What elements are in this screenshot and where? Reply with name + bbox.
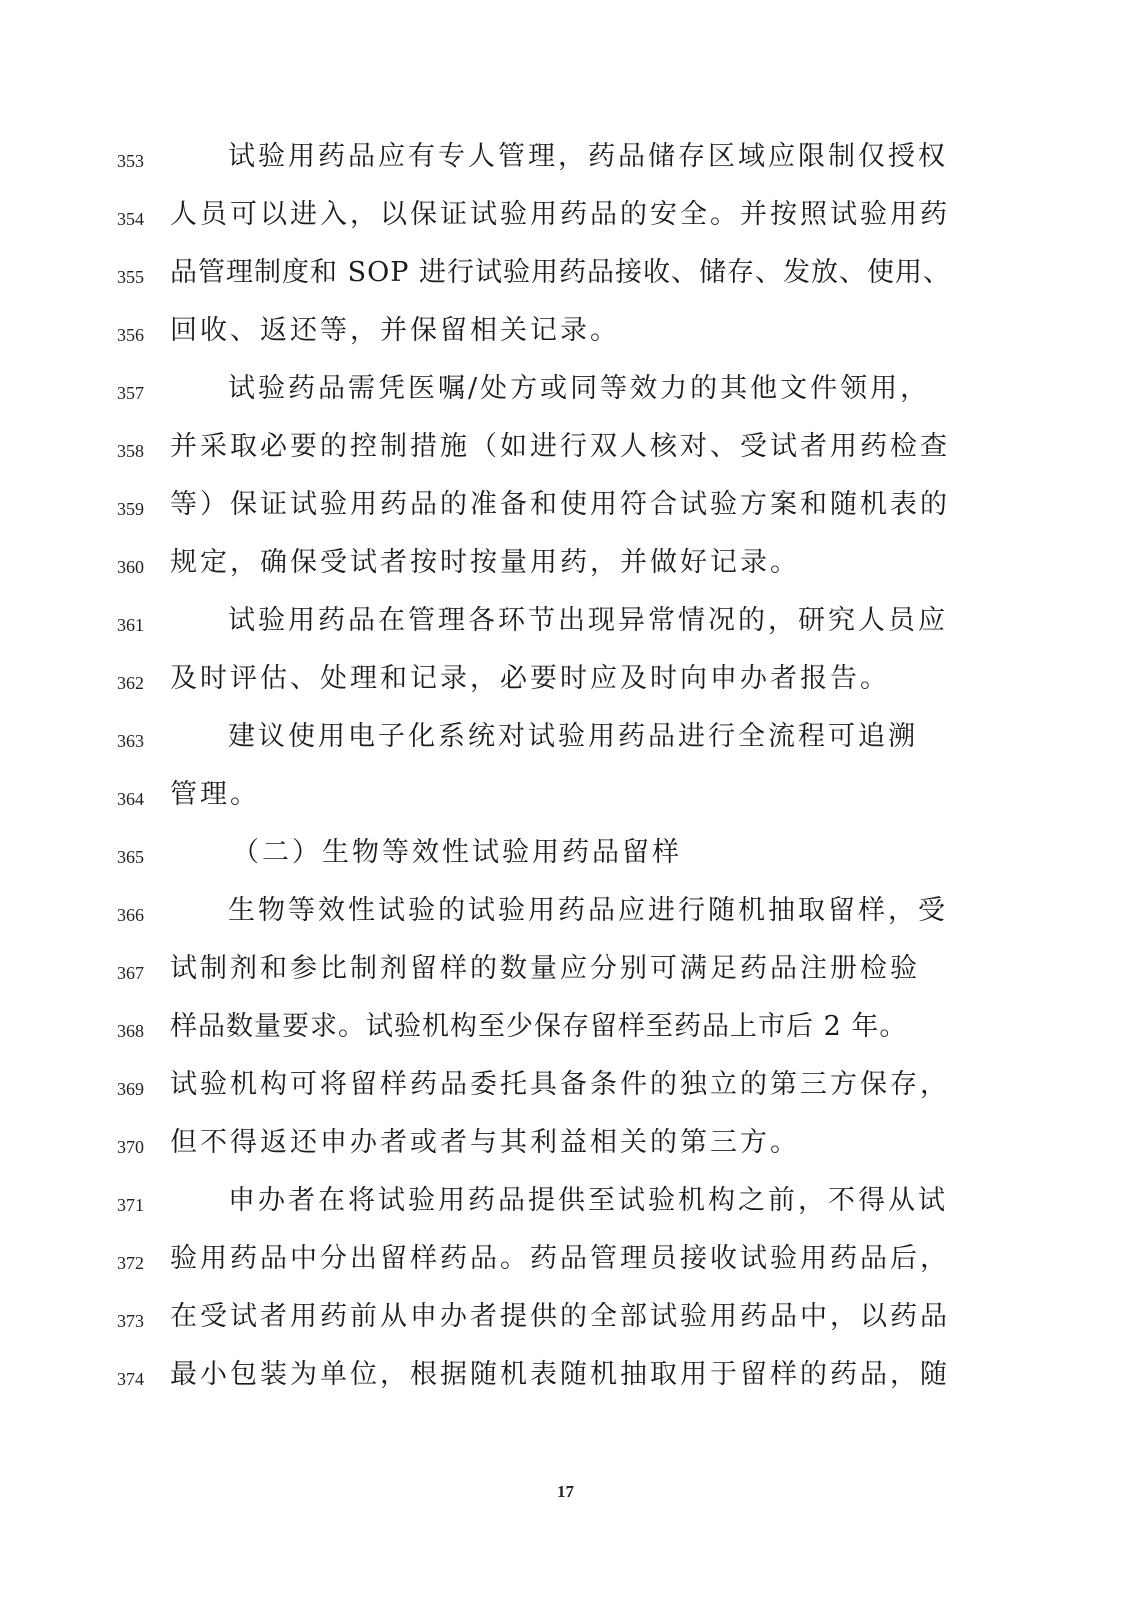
line-number: 356 (117, 325, 144, 345)
text-line (0, 1297, 1131, 1337)
line-number: 355 (117, 267, 144, 287)
text-line (0, 659, 1131, 699)
line-text: 但不得返还申办者或者与其利益相关的第三方。 (170, 1127, 800, 1158)
line-number: 359 (117, 499, 144, 519)
text-line (0, 717, 1131, 757)
line-number: 374 (117, 1369, 144, 1389)
text-line (0, 137, 1131, 177)
text-line (0, 1239, 1131, 1279)
line-text: 试验机构可将留样药品委托具备条件的独立的第三方保存， (170, 1069, 950, 1100)
line-text: 申办者在将试验用药品提供至试验机构之前，不得从试 (228, 1185, 948, 1216)
line-number: 360 (117, 557, 144, 577)
line-text: 生物等效性试验的试验用药品应进行随机抽取留样，受 (228, 895, 948, 926)
text-line (0, 485, 1131, 525)
line-text: 试验药品需凭医嘱/处方或同等效力的其他文件领用， (228, 373, 931, 404)
line-number: 353 (117, 151, 144, 171)
line-text: 试制剂和参比制剂留样的数量应分别可满足药品注册检验 (170, 953, 920, 984)
page-number: 17 (557, 1482, 574, 1501)
line-number: 357 (117, 383, 144, 403)
text-line (0, 1065, 1131, 1105)
line-number: 365 (117, 847, 144, 867)
text-line (0, 1181, 1131, 1221)
text-line (0, 949, 1131, 989)
line-text: 验用药品中分出留样药品。药品管理员接收试验用药品后， (170, 1243, 950, 1274)
section-heading: （二）生物等效性试验用药品留样 (232, 837, 682, 868)
line-number: 362 (117, 673, 144, 693)
text-line (0, 253, 1131, 293)
line-number: 358 (117, 441, 144, 461)
text-line (0, 195, 1131, 235)
line-number: 371 (117, 1195, 144, 1215)
text-line (0, 311, 1131, 351)
line-number: 366 (117, 905, 144, 925)
line-text: 试验用药品在管理各环节出现异常情况的，研究人员应 (228, 605, 948, 636)
line-text: 回收、返还等，并保留相关记录。 (170, 315, 620, 346)
line-number: 369 (117, 1079, 144, 1099)
line-number: 363 (117, 731, 144, 751)
line-number: 370 (117, 1137, 144, 1157)
text-line (0, 1355, 1131, 1395)
line-text: 试验用药品应有专人管理，药品储存区域应限制仅授权 (228, 141, 948, 172)
text-line (0, 775, 1131, 815)
text-line (0, 601, 1131, 641)
text-line (0, 543, 1131, 583)
line-number: 367 (117, 963, 144, 983)
line-text: 及时评估、处理和记录，必要时应及时向申办者报告。 (170, 663, 890, 694)
line-text: 管理。 (170, 779, 260, 810)
text-line (0, 833, 1131, 873)
line-text: 在受试者用药前从申办者提供的全部试验用药品中，以药品 (170, 1301, 950, 1332)
text-line (0, 1007, 1131, 1047)
line-text: 品管理制度和 SOP 进行试验用药品接收、储存、发放、使用、 (170, 257, 951, 288)
text-line (0, 427, 1131, 467)
line-text: 最小包装为单位，根据随机表随机抽取用于留样的药品，随 (170, 1359, 950, 1390)
line-number: 368 (117, 1021, 144, 1041)
line-text: 等）保证试验用药品的准备和使用符合试验方案和随机表的 (170, 489, 950, 520)
line-number: 364 (117, 789, 144, 809)
line-number: 361 (117, 615, 144, 635)
line-number: 372 (117, 1253, 144, 1273)
line-number: 373 (117, 1311, 144, 1331)
text-line (0, 369, 1131, 409)
line-text: 建议使用电子化系统对试验用药品进行全流程可追溯 (228, 721, 918, 752)
text-line (0, 1123, 1131, 1163)
line-number: 354 (117, 209, 144, 229)
line-text: 样品数量要求。试验机构至少保存留样至药品上市后 2 年。 (170, 1011, 908, 1042)
line-text: 人员可以进入，以保证试验用药品的安全。并按照试验用药 (170, 199, 950, 230)
line-text: 并采取必要的控制措施（如进行双人核对、受试者用药检查 (170, 431, 950, 462)
line-text: 规定，确保受试者按时按量用药，并做好记录。 (170, 547, 800, 578)
text-line (0, 891, 1131, 931)
